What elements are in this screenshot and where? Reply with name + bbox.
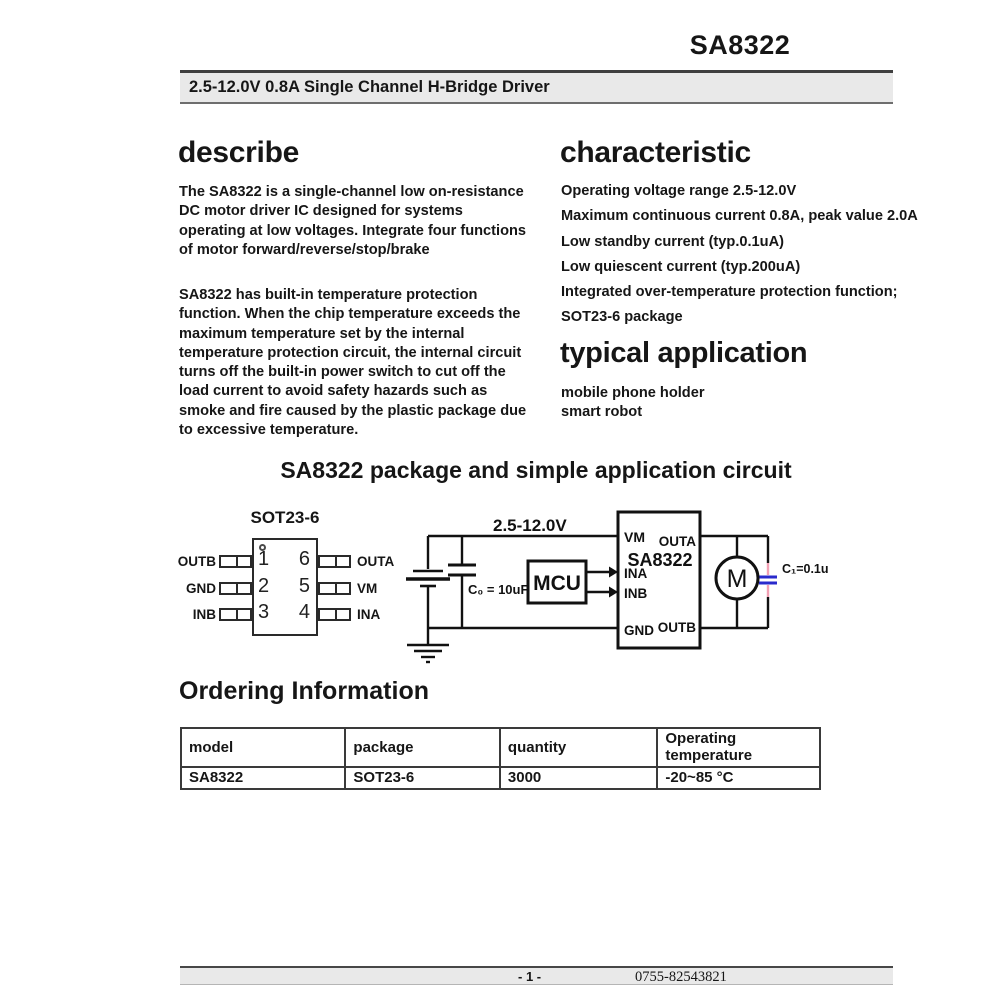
pin-lead <box>318 582 351 595</box>
characteristic-item: Operating voltage range 2.5-12.0V <box>561 183 797 199</box>
characteristic-item: Low standby current (typ.0.1uA) <box>561 233 784 250</box>
pin-number: 3 <box>258 601 270 623</box>
ic-pin-outa-label: OUTA <box>658 534 696 549</box>
pin-label-outa: OUTA <box>357 554 395 569</box>
cell-temperature: -20~85 °C <box>657 767 820 789</box>
characteristic-item: Maximum continuous current 0.8A, peak value 2.0A <box>561 208 918 225</box>
subtitle-text: 2.5-12.0V 0.8A Single Channel H-Bridge Driver <box>189 78 550 96</box>
doc-title: SA8322 <box>689 30 791 60</box>
cell-quantity: 3000 <box>500 767 657 789</box>
ground-symbol <box>407 628 449 662</box>
characteristic-list <box>561 183 921 335</box>
characteristic-item: SOT23-6 package <box>561 309 683 326</box>
mcu-label: MCU <box>533 572 581 595</box>
footer-bar <box>180 966 893 985</box>
ic-name-label: SA8322 <box>627 550 693 570</box>
cell-model: SA8322 <box>181 767 345 789</box>
pin-label-outb: OUTB <box>177 554 216 569</box>
motor-label: M <box>726 565 748 593</box>
ic-pin-vm-label: VM <box>624 529 645 545</box>
ic-pin-inb-label: INB <box>624 586 648 601</box>
pin-lead <box>318 608 351 621</box>
pin-label-inb: INB <box>192 607 216 622</box>
characteristic-item: Low quiescent current (typ.200uA) <box>561 258 801 275</box>
footer-phone: 0755-82543821 <box>635 969 727 985</box>
page-number: - 1 - <box>518 969 542 984</box>
ordering-heading: Ordering Information <box>179 677 429 705</box>
pin-label-vm: VM <box>357 581 378 596</box>
pin-number: 2 <box>258 575 270 597</box>
characteristic-heading: characteristic <box>560 136 751 169</box>
typical-application-list <box>561 384 705 421</box>
battery-symbol <box>406 571 450 586</box>
pin-label-ina: INA <box>357 607 381 622</box>
ordering-table <box>180 727 821 790</box>
supply-voltage-label: 2.5-12.0V <box>493 516 567 535</box>
pin-number: 5 <box>298 575 310 597</box>
column-header-quantity: quantity <box>500 728 657 767</box>
ic-pin-outb-label: OUTB <box>657 620 696 635</box>
characteristic-item: Integrated over-temperature protection function; <box>561 284 898 301</box>
cell-package: SOT23-6 <box>345 767 500 789</box>
ic-pin-gnd-label: GND <box>624 623 654 638</box>
column-header-package: package <box>345 728 500 767</box>
application-item: mobile phone holder <box>561 385 705 401</box>
describe-heading: describe <box>178 136 299 169</box>
pin-lead <box>219 582 252 595</box>
pin-number: 1 <box>258 548 270 570</box>
pin-lead <box>219 608 252 621</box>
ic-pin-ina-label: INA <box>624 566 648 581</box>
capacitor-c1-label: C₁=0.1u <box>782 562 829 576</box>
describe-paragraph-1: The SA8322 is a single-channel low on-resistance DC motor driver IC designed for systems operating at low voltages. Integrate four functions of motor forward/reverse/stop/brake <box>179 184 527 258</box>
typical-application-heading: typical application <box>560 337 808 369</box>
application-item: smart robot <box>561 403 643 420</box>
describe-paragraph-2: SA8322 has built-in temperature protection function. When the chip temperature exceeds the maximum temperature set by the internal temperature protection circuit, the internal circuit turns off the built-in power switch to cut off the load current to avoid safety hazards such as smoke and fire caused by the plastic package due to excessive temperature. <box>179 287 527 439</box>
pin-label-gnd: GND <box>186 581 216 596</box>
package-name-label: SOT23-6 <box>250 508 320 527</box>
capacitor-c0-label: C₀ = 10uF <box>468 582 529 597</box>
pin-number: 6 <box>298 548 310 570</box>
capacitor-c1-symbol <box>759 563 777 597</box>
capacitor-c0-symbol <box>448 565 476 575</box>
subtitle-bar <box>180 70 893 104</box>
table-row <box>181 767 820 789</box>
package-section-heading: SA8322 package and simple application circuit <box>280 457 792 483</box>
application-circuit-diagram <box>400 495 860 685</box>
pin-lead <box>219 555 252 568</box>
table-header-row <box>181 728 820 767</box>
column-header-model: model <box>181 728 345 767</box>
pin-number: 4 <box>298 601 310 623</box>
pin-lead <box>318 555 351 568</box>
column-header-temperature: Operating temperature <box>657 728 820 767</box>
signal-arrows <box>586 567 618 598</box>
